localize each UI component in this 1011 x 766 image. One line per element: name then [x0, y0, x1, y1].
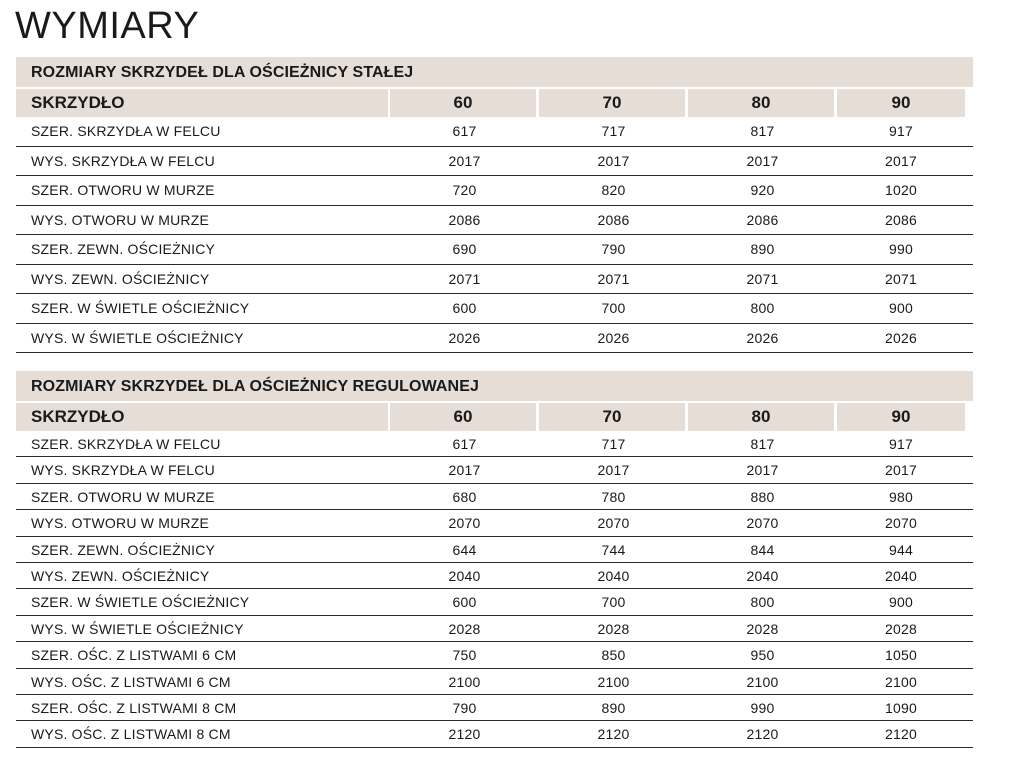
row-label: WYS. OŚC. Z LISTWAMI 6 CM: [31, 673, 231, 690]
table-row: [16, 484, 973, 510]
header-col-90: 90: [837, 403, 965, 431]
row-value: 2070: [746, 515, 779, 532]
table-row: [16, 642, 973, 668]
row-value: 850: [601, 647, 626, 664]
row-value: 2120: [885, 726, 917, 743]
row-value: 2017: [448, 152, 481, 169]
table-row: [16, 235, 973, 265]
row-label: WYS. ZEWN. OŚCIEŻNICY: [31, 567, 210, 584]
table-row: [16, 431, 973, 457]
table-row: [16, 721, 973, 747]
row-label: WYS. OTWORU W MURZE: [31, 515, 210, 532]
row-value: 2017: [597, 462, 630, 479]
table-row: [16, 563, 973, 589]
header-col-80: 80: [688, 89, 834, 117]
row-value: 844: [750, 541, 775, 558]
row-value: 2040: [597, 567, 630, 584]
table-row: [16, 176, 973, 206]
table-row: [16, 265, 973, 295]
row-label: SZER. OTWORU W MURZE: [31, 182, 215, 198]
row-value: 700: [601, 300, 626, 316]
table-row: [16, 457, 973, 483]
table-row: [16, 324, 973, 354]
row-value: 600: [452, 594, 477, 611]
row-value: 2120: [448, 726, 481, 743]
row-value: 2071: [746, 270, 779, 287]
row-value: 750: [452, 647, 477, 664]
table-row: [16, 206, 973, 236]
row-label: SZER. OTWORU W MURZE: [31, 488, 215, 505]
row-value: 2086: [746, 211, 779, 228]
row-value: 950: [750, 647, 775, 664]
row-value: 917: [889, 123, 913, 139]
row-value: 744: [601, 541, 626, 558]
row-label: WYS. OTWORU W MURZE: [31, 211, 210, 228]
header-col-60: 60: [390, 403, 536, 431]
table-row: [16, 537, 973, 563]
row-value: 2100: [448, 673, 481, 690]
row-value: 617: [452, 436, 477, 452]
header-label-skrzydlo: SKRZYDŁO: [16, 89, 388, 117]
row-value: 680: [452, 488, 477, 505]
row-value: 2026: [448, 329, 481, 346]
table-row: [16, 695, 973, 721]
row-value: 2017: [885, 462, 917, 479]
row-label: SZER. OŚC. Z LISTWAMI 6 CM: [31, 647, 237, 664]
row-value: 790: [601, 241, 626, 257]
table-body: [16, 117, 973, 353]
row-value: 717: [601, 123, 626, 139]
table-row: [16, 294, 973, 324]
header-col-70: 70: [539, 89, 685, 117]
header-col-70: 70: [539, 403, 685, 431]
row-value: 2017: [448, 462, 481, 479]
row-value: 2028: [597, 620, 630, 637]
row-value: 2120: [746, 726, 779, 743]
row-value: 700: [601, 594, 626, 611]
row-value: 2028: [448, 620, 481, 637]
table-row: [16, 117, 973, 147]
header-col-60: 60: [390, 89, 536, 117]
row-value: 2026: [597, 329, 630, 346]
row-label: WYS. ZEWN. OŚCIEŻNICY: [31, 270, 210, 287]
row-value: 1020: [885, 182, 917, 198]
row-value: 890: [750, 241, 775, 257]
row-value: 2086: [885, 211, 917, 228]
table-body: [16, 431, 973, 748]
row-value: 800: [750, 594, 775, 611]
row-label: WYS. W ŚWIETLE OŚCIEŻNICY: [31, 329, 244, 346]
row-label: WYS. SKRZYDŁA W FELCU: [31, 152, 215, 169]
table-header-row: [16, 403, 973, 431]
row-value: 820: [601, 182, 626, 198]
row-value: 2017: [885, 152, 917, 169]
row-value: 644: [452, 541, 477, 558]
row-value: 900: [889, 300, 913, 316]
table-row: [16, 510, 973, 536]
row-value: 944: [889, 541, 913, 558]
row-value: 717: [601, 436, 626, 452]
row-value: 790: [452, 699, 477, 716]
row-label: SZER. W ŚWIETLE OŚCIEŻNICY: [31, 594, 250, 611]
row-value: 890: [601, 699, 626, 716]
row-value: 980: [889, 488, 913, 505]
table-title: ROZMIARY SKRZYDEŁ DLA OŚCIEŻNICY STAŁEJ: [16, 57, 973, 87]
row-value: 720: [452, 182, 477, 198]
row-label: SZER. ZEWN. OŚCIEŻNICY: [31, 241, 216, 257]
row-value: 2026: [885, 329, 917, 346]
row-value: 2086: [448, 211, 481, 228]
header-col-90: 90: [837, 89, 965, 117]
row-value: 2100: [746, 673, 779, 690]
row-value: 2040: [746, 567, 779, 584]
row-value: 2070: [448, 515, 481, 532]
row-value: 2071: [597, 270, 630, 287]
row-value: 1090: [885, 699, 917, 716]
row-label: WYS. W ŚWIETLE OŚCIEŻNICY: [31, 620, 244, 637]
row-label: WYS. SKRZYDŁA W FELCU: [31, 462, 215, 479]
page-title: WYMIARY: [15, 5, 200, 47]
row-value: 2017: [746, 152, 779, 169]
row-value: 2040: [885, 567, 917, 584]
row-value: 990: [750, 699, 775, 716]
row-value: 817: [750, 436, 775, 452]
row-label: SZER. SKRZYDŁA W FELCU: [31, 123, 221, 139]
row-value: 800: [750, 300, 775, 316]
row-value: 2026: [746, 329, 779, 346]
table-fixed-frame: [16, 57, 973, 353]
row-label: SZER. W ŚWIETLE OŚCIEŻNICY: [31, 300, 250, 316]
row-value: 2040: [448, 567, 481, 584]
header-col-80: 80: [688, 403, 834, 431]
row-value: 2028: [885, 620, 917, 637]
row-value: 2100: [885, 673, 917, 690]
row-value: 617: [452, 123, 477, 139]
row-value: 917: [889, 436, 913, 452]
table-row: [16, 589, 973, 615]
table-header-row: [16, 89, 973, 117]
row-label: SZER. ZEWN. OŚCIEŻNICY: [31, 541, 216, 558]
row-value: 2100: [597, 673, 630, 690]
table-row: [16, 669, 973, 695]
row-value: 1050: [885, 647, 917, 664]
row-value: 817: [750, 123, 775, 139]
row-value: 2071: [448, 270, 481, 287]
row-value: 2017: [746, 462, 779, 479]
row-value: 2070: [597, 515, 630, 532]
row-value: 2071: [885, 270, 917, 287]
header-label-skrzydlo: SKRZYDŁO: [16, 403, 388, 431]
row-label: SZER. OŚC. Z LISTWAMI 8 CM: [31, 699, 237, 716]
table-row: [16, 616, 973, 642]
table-title: ROZMIARY SKRZYDEŁ DLA OŚCIEŻNICY REGULOWANEJ: [16, 371, 973, 401]
row-value: 2070: [885, 515, 917, 532]
row-value: 990: [889, 241, 913, 257]
table-row: [16, 147, 973, 177]
row-value: 920: [750, 182, 775, 198]
row-value: 780: [601, 488, 626, 505]
table-adjustable-frame: [16, 371, 973, 748]
row-value: 2017: [597, 152, 630, 169]
row-value: 880: [750, 488, 775, 505]
row-label: WYS. OŚC. Z LISTWAMI 8 CM: [31, 726, 231, 743]
row-value: 2086: [597, 211, 630, 228]
row-value: 600: [452, 300, 477, 316]
row-value: 900: [889, 594, 913, 611]
row-value: 2120: [597, 726, 630, 743]
row-value: 2028: [746, 620, 779, 637]
row-value: 690: [452, 241, 477, 257]
row-label: SZER. SKRZYDŁA W FELCU: [31, 436, 221, 452]
